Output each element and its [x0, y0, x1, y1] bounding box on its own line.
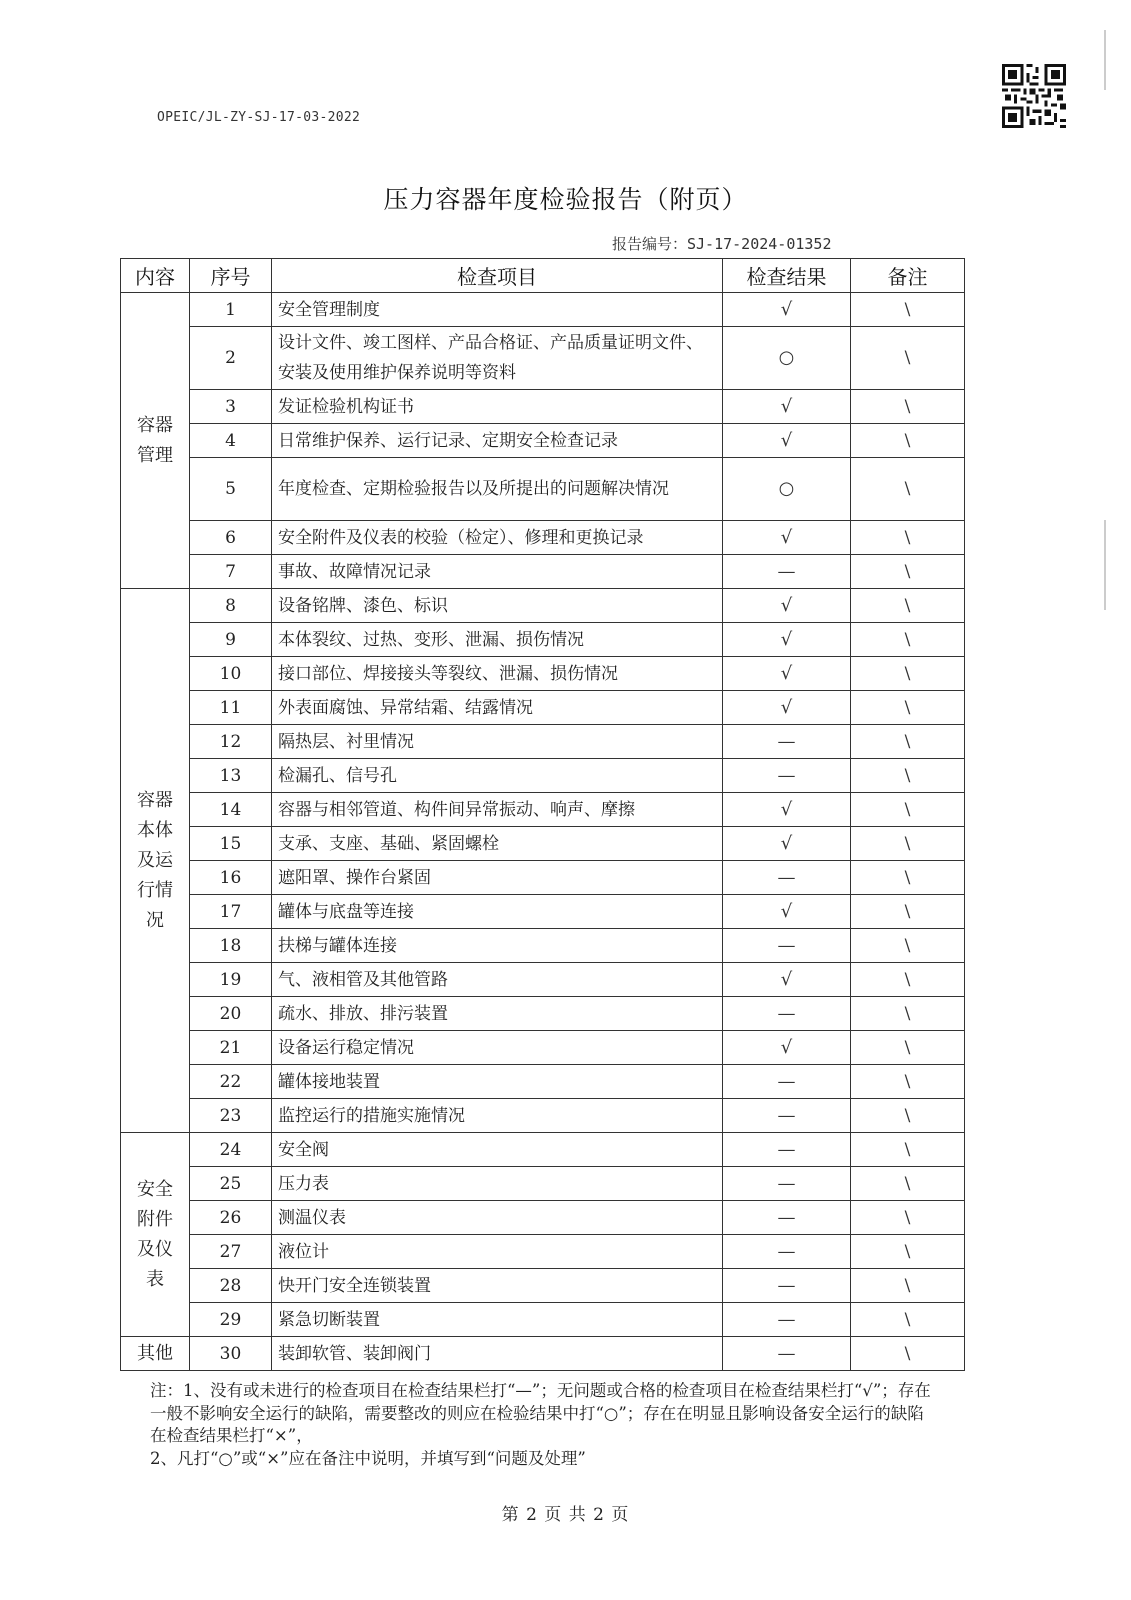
scan-edge-line — [1104, 30, 1106, 90]
row-result: ○ — [723, 458, 851, 521]
category-cell: 安全附件及仪表 — [121, 1133, 190, 1337]
row-number: 3 — [190, 390, 272, 424]
table-row — [121, 657, 965, 691]
header-item: 检查项目 — [272, 259, 723, 293]
row-item: 安全管理制度 — [272, 293, 723, 327]
row-item: 紧急切断装置 — [272, 1303, 723, 1337]
table-row — [121, 390, 965, 424]
table-row — [121, 1133, 965, 1167]
row-result: √ — [723, 1031, 851, 1065]
table-row — [121, 424, 965, 458]
row-number: 29 — [190, 1303, 272, 1337]
row-note: \ — [851, 1235, 965, 1269]
row-note: \ — [851, 895, 965, 929]
row-note: \ — [851, 725, 965, 759]
report-number: 报告编号：SJ-17-2024-01352 — [612, 235, 832, 253]
row-result: — — [723, 555, 851, 589]
row-note: \ — [851, 327, 965, 390]
table-row — [121, 521, 965, 555]
table-row — [121, 1099, 965, 1133]
row-result: — — [723, 725, 851, 759]
row-item: 测温仪表 — [272, 1201, 723, 1235]
row-note: \ — [851, 691, 965, 725]
row-note: \ — [851, 929, 965, 963]
row-note: \ — [851, 1133, 965, 1167]
row-item: 气、液相管及其他管路 — [272, 963, 723, 997]
note-1: 注：1、没有或未进行的检查项目在检查结果栏打“—”；无问题或合格的检查项目在检查结果栏打“√”；存在一般不影响安全运行的缺陷，需要整改的则应在检验结果中打“○”；存在在明显且影响设备安全运行的缺陷在检查结果栏打“×”， — [150, 1381, 931, 1445]
row-note: \ — [851, 1337, 965, 1371]
category-cell: 容器管理 — [121, 293, 190, 589]
row-note: \ — [851, 293, 965, 327]
row-note: \ — [851, 827, 965, 861]
row-item: 检漏孔、信号孔 — [272, 759, 723, 793]
table-row — [121, 725, 965, 759]
table-row — [121, 759, 965, 793]
row-note: \ — [851, 555, 965, 589]
row-number: 30 — [190, 1337, 272, 1371]
row-number: 11 — [190, 691, 272, 725]
inspection-table — [120, 258, 965, 1371]
row-result: — — [723, 997, 851, 1031]
row-note: \ — [851, 759, 965, 793]
table-row — [121, 1303, 965, 1337]
note-2: 2、凡打“○”或“×”应在备注中说明，并填写到“问题及处理” — [150, 1448, 586, 1468]
table-row — [121, 997, 965, 1031]
row-number: 27 — [190, 1235, 272, 1269]
table-header-row — [121, 259, 965, 293]
row-result: — — [723, 1065, 851, 1099]
row-note: \ — [851, 1269, 965, 1303]
row-number: 20 — [190, 997, 272, 1031]
row-item: 罐体接地装置 — [272, 1065, 723, 1099]
row-result: — — [723, 759, 851, 793]
table-row — [121, 1065, 965, 1099]
row-note: \ — [851, 1031, 965, 1065]
row-item: 发证检验机构证书 — [272, 390, 723, 424]
row-number: 16 — [190, 861, 272, 895]
header-note: 备注 — [851, 259, 965, 293]
row-item: 安全阀 — [272, 1133, 723, 1167]
table-body — [121, 293, 965, 1371]
row-note: \ — [851, 1065, 965, 1099]
row-item: 接口部位、焊接接头等裂纹、泄漏、损伤情况 — [272, 657, 723, 691]
row-number: 6 — [190, 521, 272, 555]
row-item: 安全附件及仪表的校验（检定）、修理和更换记录 — [272, 521, 723, 555]
row-result: — — [723, 1235, 851, 1269]
category-cell: 其他 — [121, 1337, 190, 1371]
row-number: 18 — [190, 929, 272, 963]
row-number: 26 — [190, 1201, 272, 1235]
table-row — [121, 555, 965, 589]
row-result: — — [723, 1133, 851, 1167]
row-note: \ — [851, 1201, 965, 1235]
row-result: — — [723, 1303, 851, 1337]
row-result: √ — [723, 589, 851, 623]
qr-code-icon — [1002, 64, 1066, 128]
header-content: 内容 — [121, 259, 190, 293]
table-row — [121, 1031, 965, 1065]
row-item: 快开门安全连锁装置 — [272, 1269, 723, 1303]
row-number: 28 — [190, 1269, 272, 1303]
row-result: — — [723, 1269, 851, 1303]
scan-edge-line — [1104, 520, 1106, 610]
row-item: 外表面腐蚀、异常结霜、结露情况 — [272, 691, 723, 725]
row-number: 24 — [190, 1133, 272, 1167]
row-result: √ — [723, 691, 851, 725]
row-item: 设计文件、竣工图样、产品合格证、产品质量证明文件、安装及使用维护保养说明等资料 — [272, 327, 723, 390]
row-result: — — [723, 1337, 851, 1371]
table-row — [121, 895, 965, 929]
table-row — [121, 327, 965, 390]
row-number: 25 — [190, 1167, 272, 1201]
row-result: — — [723, 929, 851, 963]
row-number: 8 — [190, 589, 272, 623]
row-number: 1 — [190, 293, 272, 327]
row-result: √ — [723, 827, 851, 861]
row-result: — — [723, 1099, 851, 1133]
row-number: 14 — [190, 793, 272, 827]
page-number: 第 2 页 共 2 页 — [501, 1505, 630, 1525]
row-number: 13 — [190, 759, 272, 793]
row-result: √ — [723, 390, 851, 424]
table-row — [121, 827, 965, 861]
row-item: 扶梯与罐体连接 — [272, 929, 723, 963]
row-number: 12 — [190, 725, 272, 759]
table-row — [121, 293, 965, 327]
row-item: 年度检查、定期检验报告以及所提出的问题解决情况 — [272, 458, 723, 521]
row-item: 设备铭牌、漆色、标识 — [272, 589, 723, 623]
table-row — [121, 1167, 965, 1201]
table-row — [121, 861, 965, 895]
row-note: \ — [851, 521, 965, 555]
row-item: 事故、故障情况记录 — [272, 555, 723, 589]
row-note: \ — [851, 458, 965, 521]
row-item: 日常维护保养、运行记录、定期安全检查记录 — [272, 424, 723, 458]
row-item: 支承、支座、基础、紧固螺栓 — [272, 827, 723, 861]
row-number: 21 — [190, 1031, 272, 1065]
row-result: √ — [723, 963, 851, 997]
table-row — [121, 589, 965, 623]
row-number: 19 — [190, 963, 272, 997]
row-result: √ — [723, 424, 851, 458]
row-number: 23 — [190, 1099, 272, 1133]
table-row — [121, 929, 965, 963]
row-note: \ — [851, 861, 965, 895]
row-note: \ — [851, 390, 965, 424]
row-result: — — [723, 861, 851, 895]
header-result: 检查结果 — [723, 259, 851, 293]
header-number: 序号 — [190, 259, 272, 293]
table-row — [121, 963, 965, 997]
document-code: OPEIC/JL-ZY-SJ-17-03-2022 — [157, 110, 361, 125]
row-item: 本体裂纹、过热、变形、泄漏、损伤情况 — [272, 623, 723, 657]
row-number: 22 — [190, 1065, 272, 1099]
row-number: 4 — [190, 424, 272, 458]
row-note: \ — [851, 793, 965, 827]
notes — [150, 1380, 940, 1470]
table-row — [121, 623, 965, 657]
row-result: √ — [723, 895, 851, 929]
row-item: 隔热层、衬里情况 — [272, 725, 723, 759]
row-note: \ — [851, 1303, 965, 1337]
row-result: — — [723, 1201, 851, 1235]
table-row — [121, 1337, 965, 1371]
table-row — [121, 1235, 965, 1269]
table-row — [121, 691, 965, 725]
row-number: 7 — [190, 555, 272, 589]
table-row — [121, 458, 965, 521]
row-number: 2 — [190, 327, 272, 390]
category-cell: 容器本体及运行情况 — [121, 589, 190, 1133]
page-title: 压力容器年度检验报告（附页） — [383, 185, 748, 214]
row-note: \ — [851, 424, 965, 458]
row-item: 装卸软管、装卸阀门 — [272, 1337, 723, 1371]
row-item: 设备运行稳定情况 — [272, 1031, 723, 1065]
row-item: 疏水、排放、排污装置 — [272, 997, 723, 1031]
row-number: 5 — [190, 458, 272, 521]
table-row — [121, 793, 965, 827]
row-number: 17 — [190, 895, 272, 929]
row-number: 15 — [190, 827, 272, 861]
row-result: — — [723, 1167, 851, 1201]
row-note: \ — [851, 1167, 965, 1201]
row-result: √ — [723, 623, 851, 657]
table-row — [121, 1201, 965, 1235]
row-result: √ — [723, 657, 851, 691]
row-item: 容器与相邻管道、构件间异常振动、响声、摩擦 — [272, 793, 723, 827]
row-item: 监控运行的措施实施情况 — [272, 1099, 723, 1133]
row-note: \ — [851, 623, 965, 657]
row-item: 罐体与底盘等连接 — [272, 895, 723, 929]
table-row — [121, 1269, 965, 1303]
row-item: 液位计 — [272, 1235, 723, 1269]
row-result: √ — [723, 293, 851, 327]
row-result: ○ — [723, 327, 851, 390]
row-result: √ — [723, 521, 851, 555]
row-result: √ — [723, 793, 851, 827]
row-note: \ — [851, 997, 965, 1031]
row-item: 遮阳罩、操作台紧固 — [272, 861, 723, 895]
row-item: 压力表 — [272, 1167, 723, 1201]
row-note: \ — [851, 1099, 965, 1133]
row-number: 10 — [190, 657, 272, 691]
row-number: 9 — [190, 623, 272, 657]
row-note: \ — [851, 963, 965, 997]
row-note: \ — [851, 657, 965, 691]
row-note: \ — [851, 589, 965, 623]
